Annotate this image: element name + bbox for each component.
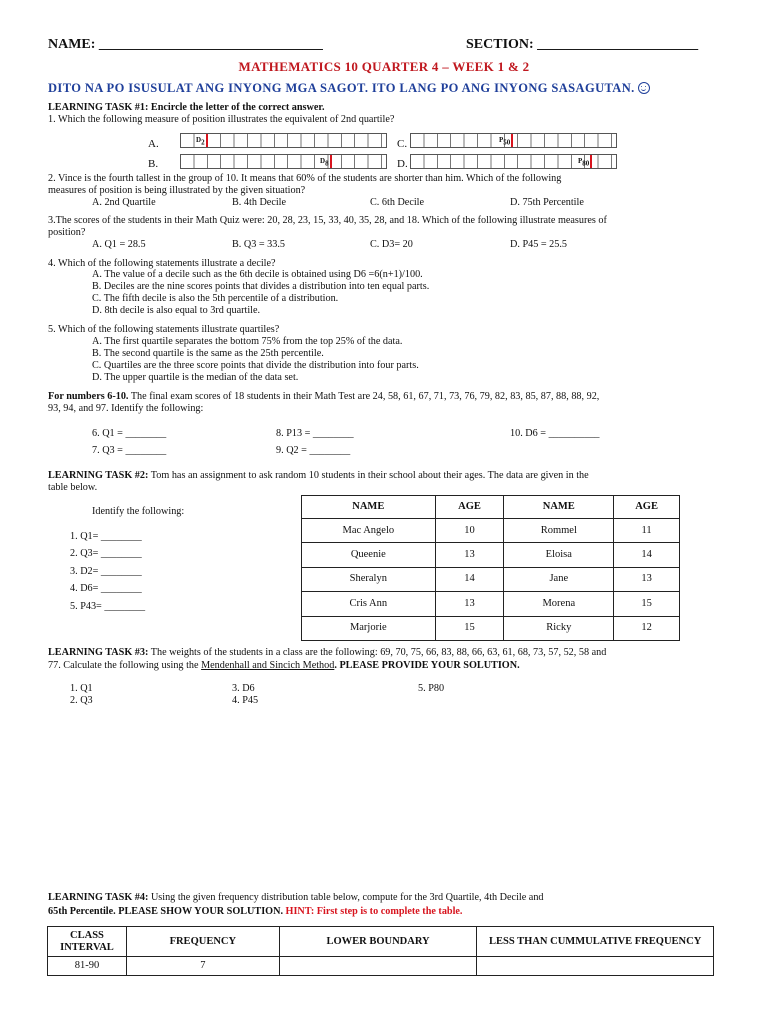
q5-option-a: A. The first quartile separates the bottom 75% from the top 25% of the data.: [92, 336, 403, 347]
frequency-table: [47, 926, 714, 976]
q2-option-a: A. 2nd Quartile: [92, 197, 156, 208]
q3-text-1: 3.The scores of the students in their Math Quiz were: 20, 28, 23, 15, 33, 40, 35, 28, and 18. Which of the following illustrate measures of: [48, 215, 607, 226]
ruler-mark: $D_8$: [320, 157, 329, 168]
section-field-label: SECTION: _______________________: [466, 37, 699, 52]
task3-desc: The weights of the students in a class are the following: 69, 70, 75, 66, 83, 88, 66, 63, 61, 68, 73, 57, 52, 58 and: [148, 647, 607, 658]
table-row: [302, 616, 680, 640]
q1-option-d-ruler: [410, 154, 617, 169]
item-7: 7. Q3 = ________: [92, 445, 167, 456]
task2-item: 2. Q3= ________: [70, 548, 142, 559]
table-cell: 7: [126, 957, 279, 976]
table-cell: 15: [435, 616, 504, 640]
task4-text-2: [48, 906, 462, 918]
table-cell: [477, 957, 714, 976]
task3-item: 3. D6: [232, 683, 255, 694]
item-8: 8. P13 = ________: [276, 428, 354, 439]
q1-option-a-ruler: [180, 133, 387, 148]
numbers-6-10-label: For numbers 6-10.: [48, 391, 129, 402]
task3-item: 2. Q3: [70, 695, 93, 706]
q2-option-d: D. 75th Percentile: [510, 197, 584, 208]
task2-desc: Tom has an assignment to ask random 10 students in their school about their ages. The data are given in the: [148, 470, 589, 481]
subtitle-text: DITO NA PO ISUSULAT ANG INYONG MGA SAGOT. ITO LANG PO ANG INYONG SASAGUTAN.: [48, 81, 635, 95]
q4-option-c: C. The fifth decile is also the 5th percentile of a distribution.: [92, 293, 339, 304]
task1-heading: LEARNING TASK #1: Encircle the letter of the correct answer.: [48, 102, 325, 113]
q1-option-d-letter: D.: [397, 158, 408, 170]
task2-item: 4. D6= ________: [70, 583, 142, 594]
q5-text: 5. Which of the following statements illustrate quartiles?: [48, 324, 280, 335]
q1-option-a-letter: A.: [148, 138, 159, 150]
table-cell: 14: [435, 567, 504, 591]
numbers-6-10-desc: The final exam scores of 18 students in their Math Test are 24, 58, 61, 67, 71, 73, 76, 79, 82, 83, 85, 87, 88, 88, 92,: [128, 391, 600, 402]
smiley-icon: [638, 82, 650, 94]
task3-item: 1. Q1: [70, 683, 93, 694]
header-cell: LOWER BOUNDARY: [279, 927, 477, 957]
header-cell: NAME: [302, 496, 436, 519]
task4-heading: LEARNING TASK #4:: [48, 892, 149, 903]
item-10: 10. D6 = __________: [510, 428, 600, 439]
table-cell: Jane: [504, 567, 614, 591]
task2-item: 1. Q1= ________: [70, 531, 142, 542]
table-cell: Marjorie: [302, 616, 436, 640]
task4-instruction: 65th Percentile. PLEASE SHOW YOUR SOLUTION.: [48, 906, 286, 917]
task2-text-2: table below.: [48, 482, 98, 493]
q4-option-d: D. 8th decile is also equal to 3rd quartile.: [92, 305, 261, 316]
task4-hint: HINT: First step is to complete the table.: [285, 906, 463, 917]
q4-option-b: B. Deciles are the nine scores points that divides a distribution into ten equal parts.: [92, 281, 430, 292]
task3-item: 4. P45: [232, 695, 259, 706]
table-cell: 11: [614, 519, 680, 543]
table-row: [302, 519, 680, 543]
task3-desc-a: 77. Calculate the following using the: [48, 660, 202, 671]
table-row: [302, 592, 680, 616]
task3-heading: LEARNING TASK #3:: [48, 647, 149, 658]
table-cell: Ricky: [504, 616, 614, 640]
table-cell: Cris Ann: [302, 592, 436, 616]
worksheet-subtitle: [48, 82, 650, 94]
task2-item: 5. P43= ________: [70, 601, 146, 612]
header-cell: CLASS INTERVAL: [48, 927, 127, 957]
header-cell: FREQUENCY: [126, 927, 279, 957]
table-cell: 81-90: [48, 957, 127, 976]
table-cell: 15: [614, 592, 680, 616]
q2-text-1: 2. Vince is the fourth tallest in the group of 10. It means that 60% of the students are shorter than him. Which of the following: [48, 173, 562, 184]
q2-text-2: measures of position is being illustrated by the given situation?: [48, 185, 306, 196]
worksheet-title: MATHEMATICS 10 QUARTER 4 – WEEK 1 & 2: [238, 59, 530, 74]
q5-option-b: B. The second quartile is the same as the 25th percentile.: [92, 348, 324, 359]
q4-option-a: A. The value of a decile such as the 6th decile is obtained using D6 =6(n+1)/100.: [92, 269, 423, 280]
q5-option-c: C. Quartiles are the three score points that divide the distribution into four parts.: [92, 360, 419, 371]
frequency-table-header: [48, 927, 714, 957]
table-cell: Queenie: [302, 543, 436, 567]
header-cell: NAME: [504, 496, 614, 519]
q3-option-b: B. Q3 = 33.5: [232, 239, 286, 250]
q1-option-b-letter: B.: [148, 158, 159, 170]
task3-instruction: . PLEASE PROVIDE YOUR SOLUTION.: [334, 660, 520, 671]
q2-option-b: B. 4th Decile: [232, 197, 287, 208]
identify-label: Identify the following:: [92, 506, 185, 517]
q1-option-c-ruler: [410, 133, 617, 148]
table-cell: Rommel: [504, 519, 614, 543]
table-cell: 12: [614, 616, 680, 640]
age-table: [301, 495, 680, 641]
task3-item: 5. P80: [418, 683, 445, 694]
table-cell: Morena: [504, 592, 614, 616]
header-cell: AGE: [435, 496, 504, 519]
task2-heading: LEARNING TASK #2:: [48, 470, 149, 481]
table-cell: 13: [435, 592, 504, 616]
q5-option-d: D. The upper quartile is the median of the data set.: [92, 372, 299, 383]
q3-text-2: position?: [48, 227, 86, 238]
table-cell: 13: [435, 543, 504, 567]
q1-text: 1. Which the following measure of position illustrates the equivalent of 2nd quartile?: [48, 114, 395, 125]
header-cell: LESS THAN CUMMULATIVE FREQUENCY: [477, 927, 714, 957]
ruler-mark: $P_{50}$: [499, 136, 511, 147]
q3-option-a: A. Q1 = 28.5: [92, 239, 146, 250]
task4-text-1: [48, 892, 544, 904]
task3-text-2: [48, 660, 520, 672]
q3-option-c: C. D3= 20: [370, 239, 413, 250]
table-cell: 10: [435, 519, 504, 543]
method-name: Mendenhall and Sincich Method: [201, 660, 335, 671]
table-row: [48, 957, 714, 976]
table-cell: Eloisa: [504, 543, 614, 567]
table-cell: [279, 957, 477, 976]
ruler-mark: $P_{80}$: [578, 157, 590, 168]
task2-item: 3. D2= ________: [70, 566, 142, 577]
q1-option-c-letter: C.: [397, 138, 408, 150]
q1-option-b-ruler: [180, 154, 387, 169]
age-table-header: [302, 496, 680, 519]
table-row: [302, 543, 680, 567]
task4-desc: Using the given frequency distribution table below, compute for the 3rd Quartile, 4th Decile and: [148, 892, 544, 903]
table-row: [302, 567, 680, 591]
q2-option-c: C. 6th Decile: [370, 197, 425, 208]
table-cell: Sheralyn: [302, 567, 436, 591]
item-9: 9. Q2 = ________: [276, 445, 351, 456]
numbers-6-10-text-2: 93, 94, and 97. Identify the following:: [48, 403, 204, 414]
item-6: 6. Q1 = ________: [92, 428, 167, 439]
table-cell: Mac Angelo: [302, 519, 436, 543]
header-cell: AGE: [614, 496, 680, 519]
table-cell: 13: [614, 567, 680, 591]
q3-option-d: D. P45 = 25.5: [510, 239, 567, 250]
ruler-mark: $D_2$: [196, 136, 205, 147]
name-field-label: NAME: ________________________________: [48, 37, 323, 52]
numbers-6-10-text-1: [48, 391, 599, 403]
q4-text: 4. Which of the following statements illustrate a decile?: [48, 258, 276, 269]
task3-text-1: [48, 647, 606, 659]
task2-text-1: [48, 470, 589, 482]
table-cell: 14: [614, 543, 680, 567]
